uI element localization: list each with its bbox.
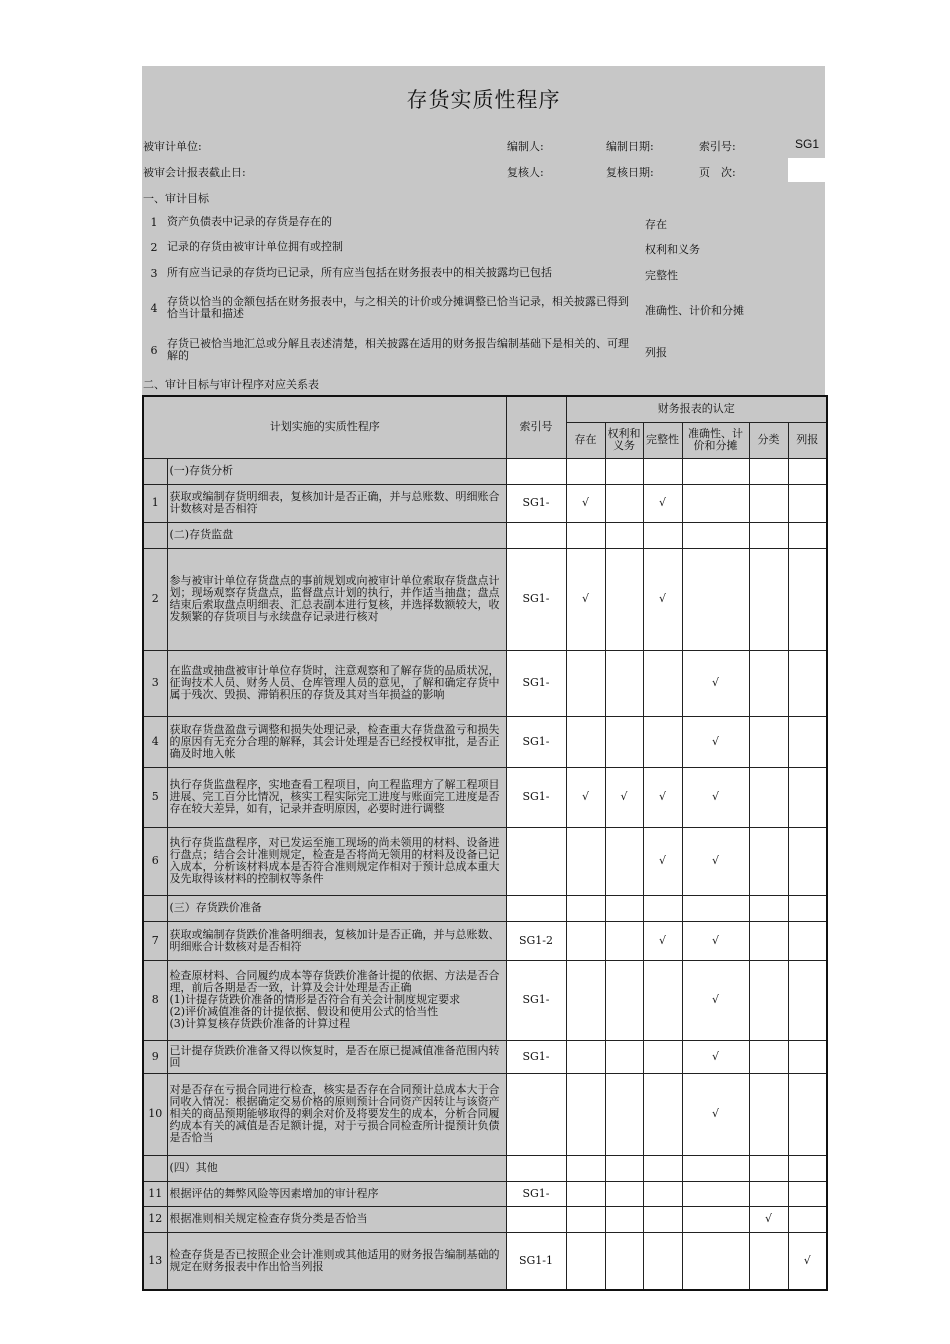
procedure-text: 执行存货监盘程序，实地查看工程项目，向工程监理方了解工程项目进展、完工百分比情况，核实工程实际完工进度与账面完工进度是否存在较大差异，如有，记录并查明原因，必要时进行调整 bbox=[167, 767, 506, 827]
rights-check bbox=[605, 960, 643, 1040]
section-title: (四）其他 bbox=[167, 1155, 506, 1181]
presentation-check bbox=[788, 548, 827, 650]
empty-cell bbox=[643, 522, 682, 548]
classification-check bbox=[749, 1040, 788, 1073]
row-number: 10 bbox=[143, 1073, 167, 1155]
valuation-check: √ bbox=[682, 1073, 749, 1155]
empty-cell bbox=[682, 895, 749, 921]
rights-check bbox=[605, 827, 643, 895]
section-title: (三）存货跌价准备 bbox=[167, 895, 506, 921]
valuation-check: √ bbox=[682, 716, 749, 767]
index-ref bbox=[506, 827, 566, 895]
table-row bbox=[143, 650, 827, 716]
presentation-check bbox=[788, 960, 827, 1040]
procedure-text: 根据准则相关规定检查存货分类是否恰当 bbox=[167, 1206, 506, 1232]
completeness-check bbox=[643, 1232, 682, 1290]
empty-cell bbox=[788, 458, 827, 484]
table-row bbox=[143, 1073, 827, 1155]
row-number-cell bbox=[143, 458, 167, 484]
index-ref: SG1- bbox=[506, 650, 566, 716]
objective-num: 2 bbox=[150, 241, 158, 254]
objective-text: 记录的存货由被审计单位拥有或控制 bbox=[167, 240, 343, 253]
preparer-label: 编制人: bbox=[507, 140, 544, 153]
rights-check bbox=[605, 1073, 643, 1155]
empty-cell bbox=[682, 1155, 749, 1181]
col-valuation-header: 准确性、计价和分摊 bbox=[682, 422, 749, 458]
presentation-check bbox=[788, 484, 827, 522]
valuation-check bbox=[682, 548, 749, 650]
completeness-check: √ bbox=[643, 921, 682, 960]
empty-cell bbox=[749, 895, 788, 921]
review-date-label: 复核日期: bbox=[606, 166, 654, 179]
prep-date-label: 编制日期: bbox=[606, 140, 654, 153]
completeness-check: √ bbox=[643, 484, 682, 522]
classification-check bbox=[749, 827, 788, 895]
procedure-text: 获取存货盘盈盘亏调整和损失处理记录，检查重大存货盘盈亏和损失的原因有无充分合理的解释，其会计处理是否已经授权审批，是否正确及时地入帐 bbox=[167, 716, 506, 767]
empty-cell bbox=[506, 1155, 566, 1181]
page-number-cell bbox=[788, 158, 825, 182]
table-row bbox=[143, 1206, 827, 1232]
objective-assertion: 准确性、计价和分摊 bbox=[645, 304, 744, 317]
presentation-check bbox=[788, 921, 827, 960]
empty-cell bbox=[605, 895, 643, 921]
existence-check bbox=[566, 1232, 605, 1290]
objective-num: 1 bbox=[150, 216, 158, 229]
empty-cell bbox=[506, 458, 566, 484]
table-section-row bbox=[143, 895, 827, 921]
completeness-check bbox=[643, 716, 682, 767]
presentation-check bbox=[788, 827, 827, 895]
table-section-row bbox=[143, 458, 827, 484]
table-row bbox=[143, 548, 827, 650]
empty-cell bbox=[643, 1155, 682, 1181]
period-label: 被审会计报表截止日: bbox=[143, 166, 246, 179]
objective-num: 4 bbox=[150, 302, 158, 315]
empty-cell bbox=[643, 895, 682, 921]
classification-check bbox=[749, 548, 788, 650]
classification-check bbox=[749, 1181, 788, 1206]
table-row bbox=[143, 1040, 827, 1073]
empty-cell bbox=[749, 458, 788, 484]
valuation-check bbox=[682, 1206, 749, 1232]
classification-check bbox=[749, 960, 788, 1040]
empty-cell bbox=[566, 522, 605, 548]
objective-assertion: 完整性 bbox=[645, 269, 678, 282]
row-number: 12 bbox=[143, 1206, 167, 1232]
row-number-cell bbox=[143, 1155, 167, 1181]
existence-check: √ bbox=[566, 767, 605, 827]
index-ref: SG1- bbox=[506, 960, 566, 1040]
procedure-table bbox=[142, 395, 828, 1291]
empty-cell bbox=[788, 895, 827, 921]
valuation-check bbox=[682, 1232, 749, 1290]
rights-check bbox=[605, 1206, 643, 1232]
classification-check: √ bbox=[749, 1206, 788, 1232]
table-row bbox=[143, 716, 827, 767]
classification-check bbox=[749, 484, 788, 522]
classification-check bbox=[749, 650, 788, 716]
index-ref: SG1- bbox=[506, 484, 566, 522]
existence-check bbox=[566, 960, 605, 1040]
row-number: 6 bbox=[143, 827, 167, 895]
row-number: 4 bbox=[143, 716, 167, 767]
page-label: 页 次: bbox=[699, 166, 736, 179]
section1-heading: 一、审计目标 bbox=[143, 192, 209, 205]
row-number: 9 bbox=[143, 1040, 167, 1073]
row-number: 8 bbox=[143, 960, 167, 1040]
presentation-check bbox=[788, 650, 827, 716]
presentation-check bbox=[788, 716, 827, 767]
index-ref: SG1- bbox=[506, 1181, 566, 1206]
col-procedure-header: 计划实施的实质性程序 bbox=[143, 396, 506, 458]
section-title: (一)存货分析 bbox=[167, 458, 506, 484]
empty-cell bbox=[566, 458, 605, 484]
col-classification-header: 分类 bbox=[749, 422, 788, 458]
index-ref: SG1-2 bbox=[506, 921, 566, 960]
valuation-check bbox=[682, 484, 749, 522]
presentation-check bbox=[788, 767, 827, 827]
presentation-check bbox=[788, 1206, 827, 1232]
empty-cell bbox=[788, 1155, 827, 1181]
workpaper-header bbox=[142, 66, 825, 395]
valuation-check: √ bbox=[682, 650, 749, 716]
rights-check bbox=[605, 650, 643, 716]
empty-cell bbox=[605, 522, 643, 548]
empty-cell bbox=[566, 895, 605, 921]
table-row bbox=[143, 1232, 827, 1290]
rights-check bbox=[605, 1232, 643, 1290]
row-number: 7 bbox=[143, 921, 167, 960]
rights-check bbox=[605, 548, 643, 650]
row-number: 13 bbox=[143, 1232, 167, 1290]
existence-check bbox=[566, 1181, 605, 1206]
empty-cell bbox=[682, 522, 749, 548]
entity-label: 被审计单位: bbox=[143, 140, 202, 153]
table-section-row bbox=[143, 1155, 827, 1181]
classification-check bbox=[749, 767, 788, 827]
existence-check bbox=[566, 650, 605, 716]
empty-cell bbox=[749, 1155, 788, 1181]
procedure-text: 获取或编制存货跌价准备明细表，复核加计是否正确，并与总账数、明细账合计数核对是否相符 bbox=[167, 921, 506, 960]
existence-check bbox=[566, 827, 605, 895]
table-row bbox=[143, 484, 827, 522]
valuation-check: √ bbox=[682, 960, 749, 1040]
valuation-check: √ bbox=[682, 827, 749, 895]
valuation-check: √ bbox=[682, 767, 749, 827]
procedure-text: 获取或编制存货明细表，复核加计是否正确，并与总账数、明细账合计数核对是否相符 bbox=[167, 484, 506, 522]
classification-check bbox=[749, 1232, 788, 1290]
empty-cell bbox=[749, 522, 788, 548]
table-section-row bbox=[143, 522, 827, 548]
existence-check bbox=[566, 1073, 605, 1155]
index-ref: SG1- bbox=[506, 1040, 566, 1073]
objective-num: 3 bbox=[150, 267, 158, 280]
header-panel bbox=[142, 66, 825, 395]
procedure-text: 已计提存货跌价准备又得以恢复时，是否在原已提减值准备范围内转回 bbox=[167, 1040, 506, 1073]
objective-text: 所有应当记录的存货均已记录，所有应当包括在财务报表中的相关披露均已包括 bbox=[167, 266, 552, 279]
section2-heading: 二、审计目标与审计程序对应关系表 bbox=[143, 378, 319, 391]
completeness-check bbox=[643, 1073, 682, 1155]
empty-cell bbox=[605, 458, 643, 484]
index-ref: SG1- bbox=[506, 716, 566, 767]
completeness-check bbox=[643, 1206, 682, 1232]
procedure-text: 对是否存在亏损合同进行检查，核实是否存在合同预计总成本大于合同收入情况：根据确定交易价格的原则预计合同资产因转让与该资产相关的商品预期能够取得的剩余对价及将要发生的成本，分析合同履约成本有关的减值是否足额计提，对于亏损合同检查所计提预计负债是否恰当 bbox=[167, 1073, 506, 1155]
existence-check bbox=[566, 1040, 605, 1073]
completeness-check bbox=[643, 1181, 682, 1206]
row-number-cell bbox=[143, 522, 167, 548]
existence-check: √ bbox=[566, 484, 605, 522]
rights-check bbox=[605, 921, 643, 960]
row-number: 11 bbox=[143, 1181, 167, 1206]
empty-cell bbox=[605, 1155, 643, 1181]
index-ref: SG1- bbox=[506, 767, 566, 827]
index-ref: SG1- bbox=[506, 548, 566, 650]
valuation-check: √ bbox=[682, 921, 749, 960]
rights-check bbox=[605, 1040, 643, 1073]
empty-cell bbox=[682, 458, 749, 484]
completeness-check bbox=[643, 1040, 682, 1073]
row-number: 2 bbox=[143, 548, 167, 650]
completeness-check: √ bbox=[643, 548, 682, 650]
existence-check bbox=[566, 716, 605, 767]
rights-check bbox=[605, 1181, 643, 1206]
table-row bbox=[143, 960, 827, 1040]
objective-num: 6 bbox=[150, 344, 158, 357]
rights-check bbox=[605, 716, 643, 767]
presentation-check: √ bbox=[788, 1232, 827, 1290]
col-completeness-header: 完整性 bbox=[643, 422, 682, 458]
empty-cell bbox=[506, 895, 566, 921]
procedure-text: 检查存货是否已按照企业会计准则或其他适用的财务报告编制基础的规定在财务报表中作出恰当列报 bbox=[167, 1232, 506, 1290]
row-number: 5 bbox=[143, 767, 167, 827]
rights-check: √ bbox=[605, 767, 643, 827]
presentation-check bbox=[788, 1181, 827, 1206]
completeness-check bbox=[643, 650, 682, 716]
existence-check bbox=[566, 1206, 605, 1232]
col-existence-header: 存在 bbox=[566, 422, 605, 458]
col-presentation-header: 列报 bbox=[788, 422, 827, 458]
procedure-text: 执行存货监盘程序，对已发运至施工现场的尚未领用的材料、设备进行盘点；结合会计准则规定，检查是否将尚无领用的材料及设备已记入成本，分析该材料成本是否符合准则规定作相对于预计总成本重大及先取得该材料的控制权等条件 bbox=[167, 827, 506, 895]
presentation-check bbox=[788, 1040, 827, 1073]
index-ref: SG1-1 bbox=[506, 1232, 566, 1290]
objective-text: 存货已被恰当地汇总或分解且表述清楚，相关披露在适用的财务报告编制基础下是相关的、可理解的 bbox=[167, 337, 629, 362]
procedure-text: 检查原材料、合同履约成本等存货跌价准备计提的依据、方法是否合理，前后各期是否一致，计算及会计处理是否正确 (1)计提存货跌价准备的情形是否符合有关会计制度规定要求 (2)评价减值准备的计提依据、假设和使用公式的恰当性 (3)计算复核存货跌价准备的计算过程 bbox=[167, 960, 506, 1040]
page-title: 存货实质性程序 bbox=[406, 88, 561, 112]
existence-check bbox=[566, 921, 605, 960]
index-ref bbox=[506, 1073, 566, 1155]
col-assertion-group-header: 财务报表的认定 bbox=[566, 396, 827, 422]
classification-check bbox=[749, 921, 788, 960]
col-index-header: 索引号 bbox=[506, 396, 566, 458]
row-number: 1 bbox=[143, 484, 167, 522]
completeness-check: √ bbox=[643, 827, 682, 895]
objective-assertion: 权利和义务 bbox=[645, 243, 700, 256]
valuation-check: √ bbox=[682, 1040, 749, 1073]
objective-text: 存货以恰当的金额包括在财务报表中，与之相关的计价或分摊调整已恰当记录，相关披露已得到恰当计量和描述 bbox=[167, 295, 629, 320]
procedure-text: 在监盘或抽盘被审计单位存货时，注意观察和了解存货的品质状况，征询技术人员、财务人员、仓库管理人员的意见，了解和确定存货中属于残次、毁损、滞销积压的存货及其对当年损益的影响 bbox=[167, 650, 506, 716]
completeness-check: √ bbox=[643, 767, 682, 827]
col-rights-header: 权利和义务 bbox=[605, 422, 643, 458]
table-row bbox=[143, 827, 827, 895]
empty-cell bbox=[506, 522, 566, 548]
objective-text: 资产负债表中记录的存货是存在的 bbox=[167, 215, 332, 228]
section-title: (二)存货监盘 bbox=[167, 522, 506, 548]
index-ref bbox=[506, 1206, 566, 1232]
existence-check: √ bbox=[566, 548, 605, 650]
valuation-check bbox=[682, 1181, 749, 1206]
completeness-check bbox=[643, 960, 682, 1040]
procedure-text: 参与被审计单位存货盘点的事前规划或向被审计单位索取存货盘点计划；现场观察存货盘点，监督盘点计划的执行，并作适当抽盘；盘点结束后索取盘点明细表、汇总表副本进行复核，并选择数额较大，收发频繁的存货项目与永续盘存记录进行核对 bbox=[167, 548, 506, 650]
reviewer-label: 复核人: bbox=[507, 166, 544, 179]
objective-assertion: 列报 bbox=[645, 346, 667, 359]
table-row bbox=[143, 767, 827, 827]
presentation-check bbox=[788, 1073, 827, 1155]
procedure-text: 根据评估的舞弊风险等因素增加的审计程序 bbox=[167, 1181, 506, 1206]
empty-cell bbox=[566, 1155, 605, 1181]
table-row bbox=[143, 1181, 827, 1206]
empty-cell bbox=[788, 522, 827, 548]
table-row bbox=[143, 921, 827, 960]
classification-check bbox=[749, 1073, 788, 1155]
empty-cell bbox=[643, 458, 682, 484]
index-label: 索引号: bbox=[699, 140, 736, 153]
row-number: 3 bbox=[143, 650, 167, 716]
row-number-cell bbox=[143, 895, 167, 921]
objective-assertion: 存在 bbox=[645, 218, 667, 231]
index-value: SG1 bbox=[795, 137, 820, 151]
rights-check bbox=[605, 484, 643, 522]
classification-check bbox=[749, 716, 788, 767]
